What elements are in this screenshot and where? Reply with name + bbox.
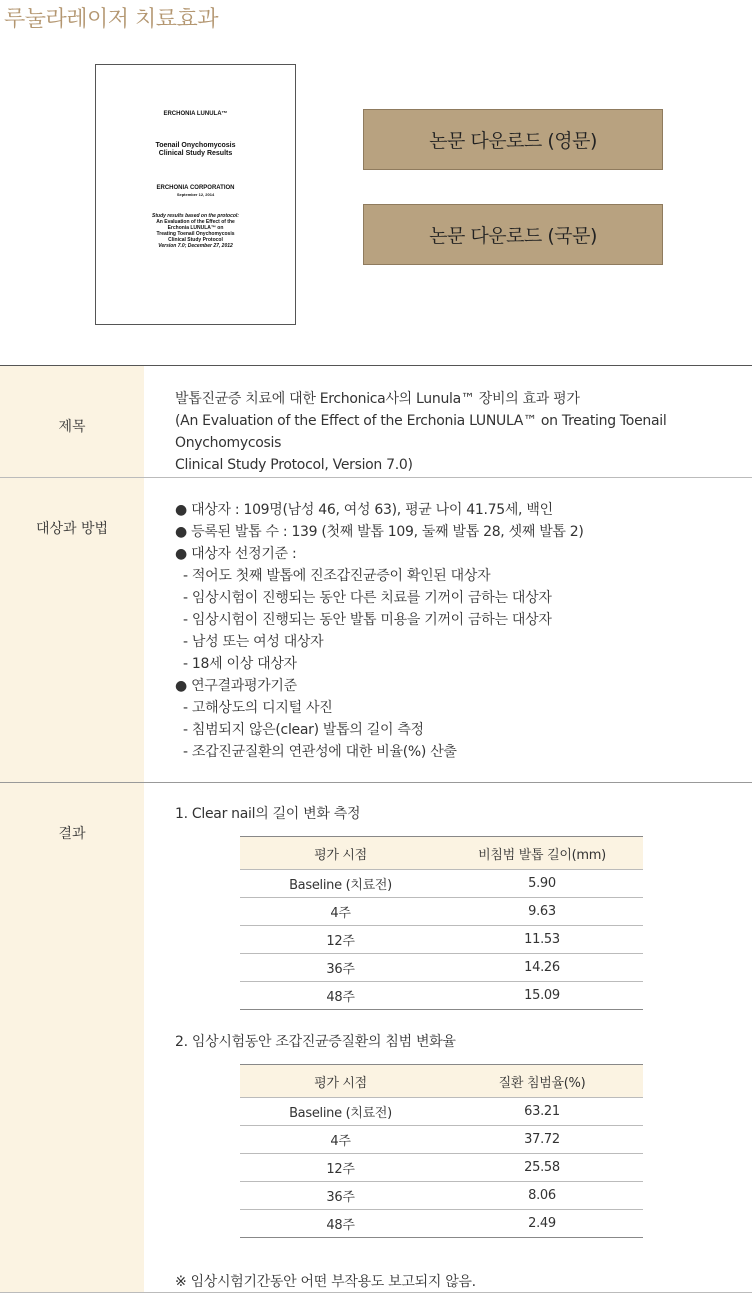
cover-protocol-5: Clinical Study Protocol [168, 237, 223, 243]
cover-brand: ERCHONIA LUNULA™ [163, 111, 228, 117]
cover-protocol-1: Study results based on the protocol: [152, 213, 239, 219]
table-cell: Baseline (치료전) [240, 1098, 441, 1126]
table-row [240, 954, 643, 982]
method-item: ● 대상자 선정기준 : [175, 543, 752, 565]
cover-protocol-2: An Evaluation of the Effect of the [156, 219, 235, 225]
paper-cover-image [95, 64, 296, 325]
table-cell: 36주 [240, 954, 441, 982]
method-subitem: - 고해상도의 디지털 사진 [183, 700, 333, 716]
result-content [144, 783, 752, 1292]
result-heading-1: 1. Clear nail의 길이 변화 측정 [175, 806, 361, 822]
table-row [240, 1126, 643, 1154]
cover-date: September 12, 2014 [176, 192, 215, 197]
page-title: 루눌라레이저 치료효과 [4, 7, 219, 32]
table-cell: 12주 [240, 926, 441, 954]
method-subitem: - 적어도 첫째 발톱에 진조갑진균증이 확인된 대상자 [183, 568, 491, 584]
table-cell: 63.21 [441, 1098, 643, 1126]
table-row [240, 870, 643, 898]
table-cell: 4주 [240, 1126, 441, 1154]
table-row [240, 1098, 643, 1126]
table-row [240, 926, 643, 954]
download-korean-button[interactable]: 논문 다운로드 (국문) [363, 204, 663, 265]
title-line: 발톱진균증 치료에 대한 Erchonica사의 Lunula™ 장비의 효과 평가 [175, 391, 580, 407]
method-subitem: - 임상시험이 진행되는 동안 발톱 미용을 기꺼이 금하는 대상자 [183, 612, 552, 628]
table-row [240, 982, 643, 1010]
table-row [240, 1182, 643, 1210]
table-cell: 5.90 [441, 870, 643, 898]
table-row [240, 898, 643, 926]
table-header: 비침범 발톱 길이(mm) [441, 837, 643, 870]
table-cell: 48주 [240, 1210, 441, 1238]
table-cell: 4주 [240, 898, 441, 926]
table-header: 질환 침범율(%) [441, 1065, 643, 1098]
cover-corp: ERCHONIA CORPORATION [156, 185, 235, 191]
cover-protocol-6: Version 7.0; December 27, 2012 [158, 243, 233, 249]
table-cell: 14.26 [441, 954, 643, 982]
method-row [0, 478, 752, 783]
result-label: 결과 [0, 783, 144, 1292]
table-cell: 8.06 [441, 1182, 643, 1210]
table-header: 평가 시점 [240, 837, 441, 870]
result-heading-2: 2. 임상시험동안 조갑진균증질환의 침범 변화율 [175, 1034, 456, 1050]
cover-protocol-3: Erchonia LUNULA™ on [167, 225, 224, 231]
method-subitem: - 조갑진균질환의 연관성에 대한 비율(%) 산출 [183, 744, 457, 760]
method-content [144, 478, 752, 782]
table-cell: 15.09 [441, 982, 643, 1010]
table-cell: 48주 [240, 982, 441, 1010]
infection-rate-table [240, 1064, 643, 1238]
table-cell: 25.58 [441, 1154, 643, 1182]
method-item: ● 연구결과평가기준 [175, 675, 752, 697]
side-effect-note: ※ 임상시험기간동안 어떤 부작용도 보고되지 않음. [175, 1274, 476, 1290]
method-item: ● 등록된 발톱 수 : 139 (첫째 발톱 109, 둘째 발톱 28, 셋째 발톱 2) [175, 521, 752, 543]
table-cell: 37.72 [441, 1126, 643, 1154]
table-row [240, 1154, 643, 1182]
title-content [144, 366, 752, 477]
table-cell: 9.63 [441, 898, 643, 926]
table-cell: Baseline (치료전) [240, 870, 441, 898]
method-subitem: - 남성 또는 여성 대상자 [183, 634, 324, 650]
clear-nail-table [240, 836, 643, 1010]
table-row [240, 1210, 643, 1238]
download-english-button[interactable]: 논문 다운로드 (영문) [363, 109, 663, 170]
study-info-table [0, 365, 752, 1293]
table-cell: 12주 [240, 1154, 441, 1182]
cover-title-1: Toenail Onychomycosis [155, 142, 236, 149]
method-item: ● 대상자 : 109명(남성 46, 여성 63), 평균 나이 41.75세, 백인 [175, 499, 752, 521]
method-subitem: - 18세 이상 대상자 [183, 656, 297, 672]
cover-protocol-4: Treating Toenail Onychomycosis [156, 231, 235, 237]
title-label: 제목 [0, 366, 144, 477]
result-row [0, 783, 752, 1293]
method-subitem: - 임상시험이 진행되는 동안 다른 치료를 기꺼이 금하는 대상자 [183, 590, 552, 606]
cover-title-2: Clinical Study Results [158, 150, 233, 157]
title-line: Clinical Study Protocol, Version 7.0) [175, 457, 413, 473]
title-row [0, 366, 752, 478]
table-cell: 36주 [240, 1182, 441, 1210]
method-label: 대상과 방법 [0, 478, 144, 782]
method-subitem: - 침범되지 않은(clear) 발톱의 길이 측정 [183, 722, 424, 738]
table-cell: 2.49 [441, 1210, 643, 1238]
table-header: 평가 시점 [240, 1065, 441, 1098]
title-line: (An Evaluation of the Effect of the Erchonia LUNULA™ on Treating Toenail Onychomycosis [175, 413, 667, 451]
table-cell: 11.53 [441, 926, 643, 954]
